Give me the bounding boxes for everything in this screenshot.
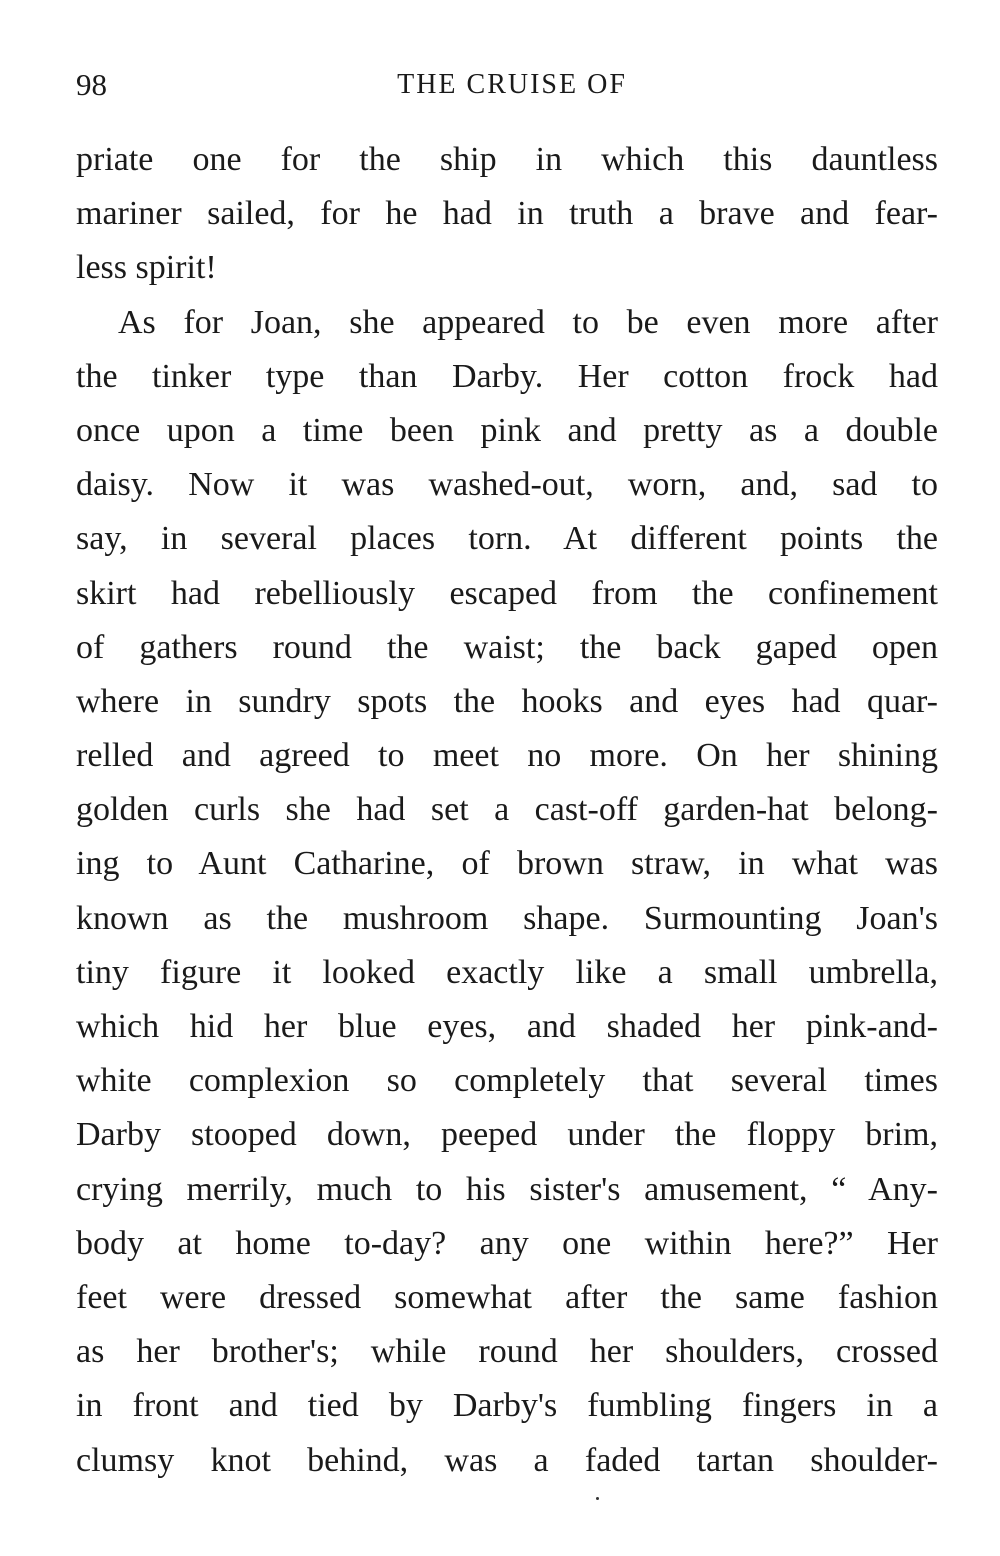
text-line: skirt had rebelliously escaped from the confinement: [76, 574, 938, 612]
text-line: Darby stooped down, peeped under the floppy brim,: [76, 1116, 938, 1154]
text-line: As for Joan, she appeared to be even more after: [118, 303, 938, 341]
text-line: relled and agreed to meet no more. On her shining: [76, 737, 938, 775]
text-line: crying merrily, much to his sister's amusement, “ Any-: [76, 1170, 938, 1208]
text-line: of gathers round the waist; the back gaped open: [76, 628, 938, 666]
body-text: [76, 133, 938, 1488]
text-line: where in sundry spots the hooks and eyes had quar-: [76, 682, 938, 720]
text-line: known as the mushroom shape. Surmounting Joan's: [76, 899, 938, 937]
text-line: mariner sailed, for he had in truth a brave and fear-: [76, 195, 938, 233]
text-line: as her brother's; while round her shoulders, crossed: [76, 1333, 938, 1371]
print-speck: [596, 1497, 599, 1500]
text-line: less spirit!: [76, 249, 217, 287]
text-line: ing to Aunt Catharine, of brown straw, in what was: [76, 845, 938, 883]
text-line: golden curls she had set a cast-off garden-hat belong-: [76, 791, 938, 829]
page-number: 98: [76, 67, 107, 102]
text-line: in front and tied by Darby's fumbling fingers in a: [76, 1387, 938, 1425]
text-line: say, in several places torn. At different points the: [76, 520, 938, 558]
text-line: once upon a time been pink and pretty as a double: [76, 411, 938, 449]
running-title: THE CRUISE OF: [397, 69, 627, 100]
page-header: [76, 62, 938, 108]
text-line: which hid her blue eyes, and shaded her pink-and-: [76, 1008, 938, 1045]
text-line: daisy. Now it was washed-out, worn, and, sad to: [76, 466, 938, 504]
text-line: feet were dressed somewhat after the same fashion: [76, 1278, 938, 1316]
text-line: priate one for the ship in which this dauntless: [76, 141, 938, 178]
text-line: body at home to-day? any one within here?” Her: [76, 1224, 938, 1262]
text-line: tiny figure it looked exactly like a small umbrella,: [76, 953, 938, 991]
text-line: clumsy knot behind, was a faded tartan shoulder-: [76, 1441, 938, 1479]
text-line: the tinker type than Darby. Her cotton frock had: [76, 357, 938, 395]
text-line: white complexion so completely that several times: [76, 1062, 938, 1100]
